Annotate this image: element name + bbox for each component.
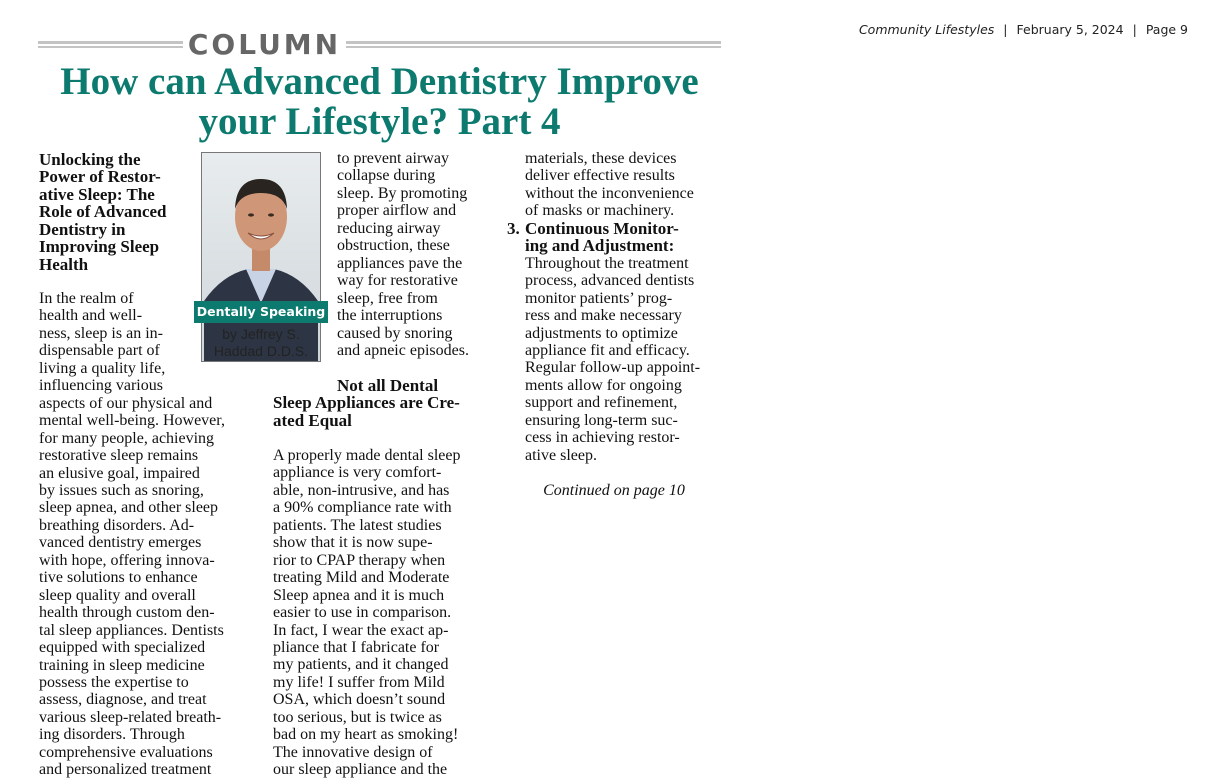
author-byline [202, 326, 320, 359]
body-line: obstruction, these [337, 237, 450, 255]
body-line: influencing various [39, 377, 163, 395]
body-line: appliances pave the [337, 254, 463, 272]
list-item-title: ing and Adjustment: [525, 236, 675, 256]
body-line: OSA, which doesn’t sound [273, 691, 446, 709]
body-line: too serious, but is twice as [273, 708, 442, 726]
body-line: health through custom den- [39, 604, 215, 622]
body-line: comprehensive evaluations [39, 743, 213, 761]
list-item-3 [507, 218, 730, 464]
body-line: my life! I suffer from Mild [273, 673, 445, 691]
body-line: sleep quality and overall [39, 586, 196, 604]
column-2-subhead [273, 377, 498, 429]
body-line: Throughout the treatment [525, 254, 689, 272]
body-line: support and refinement, [525, 394, 678, 412]
subhead-line: Sleep Appliances are Cre- [273, 393, 460, 413]
body-line: sleep apnea, and other sleep [39, 499, 219, 517]
body-line: dispensable part of [39, 342, 160, 360]
body-line: training in sleep medicine [39, 656, 205, 674]
body-line: show that it is now supe- [273, 534, 433, 552]
body-line: breathing disorders. Ad- [39, 516, 195, 534]
body-line: monitor patients’ prog- [525, 289, 673, 307]
body-line: living a quality life, [39, 359, 166, 377]
section-rule-right [346, 41, 721, 48]
body-line: process, advanced dentists [525, 272, 695, 290]
separator: | [1132, 22, 1137, 37]
body-line: by issues such as snoring, [39, 481, 204, 499]
body-line: pliance that I fabricate for [273, 638, 440, 656]
subhead-line: Health [39, 254, 89, 274]
column-2-body [273, 447, 503, 779]
body-line: easier to use in comparison. [273, 604, 452, 622]
column-1-subhead [39, 151, 199, 273]
body-line: without the inconvenience [525, 184, 694, 202]
body-line: various sleep-related breath- [39, 708, 222, 726]
body-line: Sleep apnea and it is much [273, 586, 445, 604]
byline-line: by Jeffrey S. [222, 326, 300, 342]
body-line: ensuring long-term suc- [525, 411, 678, 429]
column-2-top [337, 150, 507, 359]
body-line: materials, these devices [525, 150, 677, 167]
subhead-line: Not all Dental [337, 376, 439, 395]
body-line: patients. The latest studies [273, 516, 442, 534]
body-line: adjustments to optimize [525, 324, 678, 342]
body-line: restorative sleep remains [39, 447, 199, 465]
subhead-line: ative Sleep: The [39, 184, 155, 204]
body-line: ative sleep. [525, 446, 597, 464]
headline-line: your Lifestyle? Part 4 [198, 100, 561, 143]
body-line: for many people, achieving [39, 429, 215, 447]
list-item-title: Continuous Monitor- [525, 218, 679, 238]
body-line: an elusive goal, impaired [39, 464, 200, 482]
article-headline [38, 62, 721, 142]
body-line: to prevent airway [337, 150, 449, 167]
subhead-line: Improving Sleep [39, 237, 160, 257]
section-label: COLUMN [187, 28, 342, 61]
column-badge: Dentally Speaking [194, 301, 328, 323]
body-line: cess in achieving restor- [525, 429, 680, 447]
body-line: Regular follow-up appoint- [525, 359, 701, 377]
body-line: ments allow for ongoing [525, 376, 682, 394]
body-line: collapse during [337, 167, 436, 185]
body-line: treating Mild and Moderate [273, 569, 450, 587]
body-line: able, non-intrusive, and has [273, 481, 450, 499]
body-line: The innovative design of [273, 743, 433, 761]
body-line: appliance fit and efficacy. [525, 341, 690, 359]
body-line: tal sleep appliances. Dentists [39, 621, 224, 639]
subhead-line: Role of Advanced [39, 202, 167, 222]
continued-link[interactable]: Continued on page 10 [543, 482, 685, 499]
body-line: assess, diagnose, and treat [39, 691, 207, 709]
body-line: equipped with specialized [39, 639, 206, 657]
body-line: of masks or machinery. [525, 202, 675, 220]
body-line: with hope, offering innova- [39, 551, 215, 569]
body-line: mental well-being. However, [39, 412, 225, 430]
section-rule-left [38, 41, 183, 48]
column-3-top [507, 150, 730, 464]
body-line: ness, sleep is an in- [39, 324, 163, 342]
body-line: caused by snoring [337, 324, 453, 342]
body-line: vanced dentistry emerges [39, 534, 202, 552]
body-line: In the realm of [39, 290, 134, 307]
body-line: proper airflow and [337, 202, 457, 220]
body-line: and apneic episodes. [337, 341, 469, 359]
body-line: tive solutions to enhance [39, 569, 198, 587]
body-line: A properly made dental sleep [273, 447, 461, 464]
column-1-body [39, 290, 264, 779]
body-line: ing disorders. Through [39, 726, 185, 744]
body-line: ress and make necessary [525, 307, 682, 325]
body-line: the interruptions [337, 307, 443, 325]
body-line: and personalized treatment [39, 761, 212, 779]
body-line: rior to CPAP therapy when [273, 551, 446, 569]
issue-date: February 5, 2024 [1016, 22, 1124, 37]
headline-line: How can Advanced Dentistry Improve [60, 60, 699, 103]
body-line: appliance is very comfort- [273, 464, 442, 482]
list-number: 3. [507, 218, 520, 238]
subhead-line: ated Equal [273, 410, 352, 430]
subhead-line: Power of Restor- [39, 167, 161, 187]
body-line: In fact, I wear the exact ap- [273, 621, 449, 639]
byline-line: Haddad D.D.S. [213, 342, 309, 359]
page-number: Page 9 [1145, 22, 1188, 37]
body-line: deliver effective results [525, 167, 675, 185]
body-line: aspects of our physical and [39, 394, 213, 412]
body-line: possess the expertise to [39, 673, 189, 691]
running-head [859, 22, 1188, 37]
body-line: reducing airway [337, 219, 441, 237]
body-line: sleep. By promoting [337, 184, 468, 202]
body-line: bad on my heart as smoking! [273, 726, 459, 744]
body-line: way for restorative [337, 272, 458, 290]
body-line: our sleep appliance and the [273, 761, 448, 779]
body-line: sleep, free from [337, 289, 438, 307]
subhead-line: Dentistry in [39, 219, 126, 239]
publication-name: Community Lifestyles [858, 22, 995, 37]
separator: | [1003, 22, 1008, 37]
body-line: health and well- [39, 307, 143, 325]
body-line: a 90% compliance rate with [273, 499, 452, 517]
body-line: my patients, and it changed [273, 656, 449, 674]
subhead-line: Unlocking the [39, 150, 141, 169]
